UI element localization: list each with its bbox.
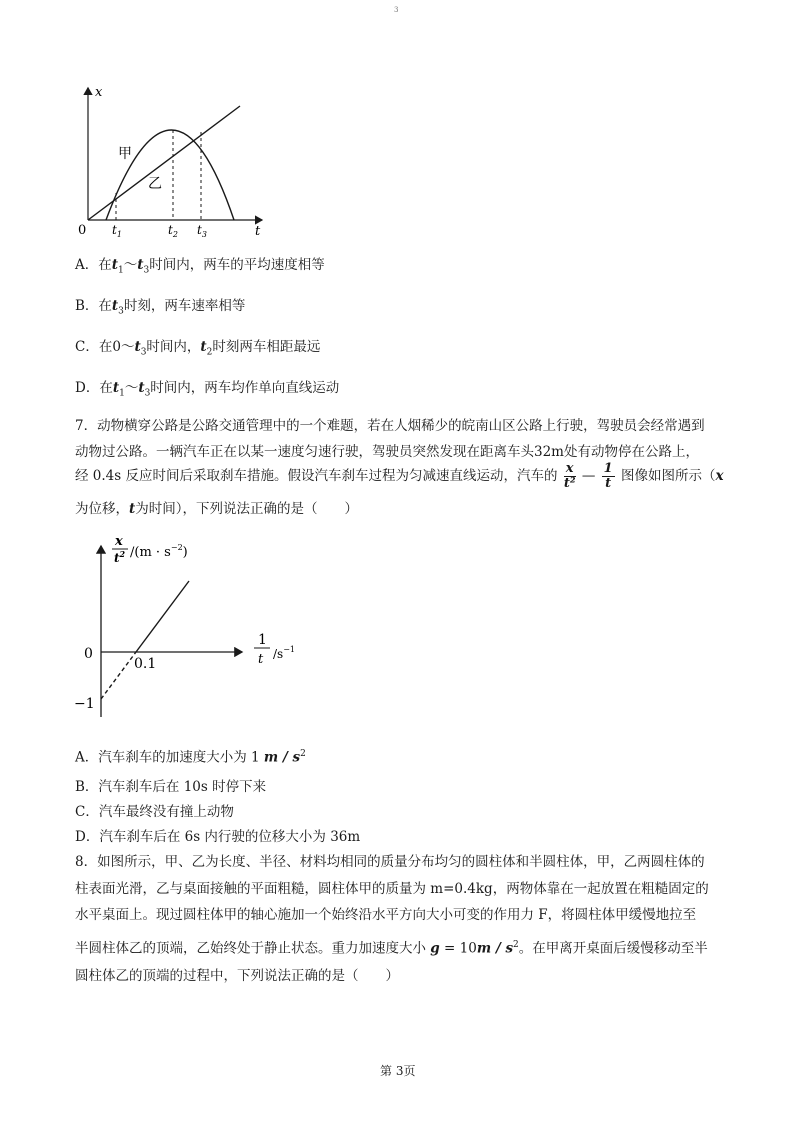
y-label-den: $t^2$	[114, 549, 126, 565]
dashed-extension	[101, 652, 136, 699]
tick-minus-1: −1	[74, 696, 95, 712]
x-axis-unit: $/s^{-1}$	[273, 645, 295, 661]
page-header-mark: 3	[394, 6, 399, 14]
q8-stem-line2: 柱表面光滑，乙与桌面接触的平面粗糙，圆柱体甲的质量为 m=0.4kg，两物体靠在一起放置在粗糙固定的	[75, 881, 709, 897]
origin-label: 0	[78, 223, 87, 238]
x-label-num: 1	[258, 632, 267, 648]
q8-stem-line4: 半圆柱体乙的顶端，乙始终处于静止状态。重力加速度大小 $g = 10m / s^2$。在甲离开桌面后缓慢移动至半	[75, 940, 708, 957]
fraction-1-over-t: $\frac{1}{t}$	[603, 461, 613, 491]
xt-graph-figure	[70, 80, 270, 240]
q7-stem-line2: 动物过公路。一辆汽车正在以某一速度匀速行驶，驾驶员突然发现在距离车头32m处有动物停在公路上，	[75, 444, 699, 460]
y-axis-label: x	[95, 85, 103, 100]
line-yi	[88, 106, 240, 220]
origin-label: 0	[84, 646, 93, 662]
x-over-t2-vs-1-over-t-graph	[70, 532, 310, 722]
q7-option-b: B．汽车刹车后在 10s 时停下来	[75, 779, 267, 795]
x-axis-label: t	[255, 224, 261, 239]
q8-stem-line3: 水平桌面上。现过圆柱体甲的轴心施加一个始终沿水平方向大小可变的作用力 F，将圆柱体甲缓慢地拉至	[75, 907, 697, 923]
solid-line	[136, 581, 189, 652]
label-yi: 乙	[148, 176, 162, 192]
x-label-den: t	[258, 652, 264, 667]
tick-t2: $t_2$	[168, 223, 178, 239]
q8-stem-line1: 8．如图所示，甲、乙为长度、半径、材料均相同的质量分布均匀的圆柱体和半圆柱体，甲，乙两圆柱体的	[75, 854, 705, 870]
q7-stem-line3: 经 0.4s 反应时间后采取刹车措施。假设汽车刹车过程为匀减速直线运动，汽车的 $\frac{x}{\text{t²}}$ — $\frac{1}{t}$ 图像如图所示（x	[75, 461, 724, 491]
q6-option-a: A．在$t_1\sim t_3$时间内，两车的平均速度相等	[75, 257, 325, 276]
q7-option-d: D．汽车刹车后在 6s 内行驶的位移大小为 36m	[75, 829, 361, 845]
curve-jia	[106, 130, 234, 220]
y-label-num: x	[115, 534, 123, 549]
tick-0-1: 0.1	[134, 656, 157, 672]
q7-option-c: C．汽车最终没有撞上动物	[75, 804, 234, 820]
q6-option-b: B．在$t_3$时刻，两车速率相等	[75, 298, 246, 317]
q7-stem-line4: 为位移，t为时间），下列说法正确的是（ ）	[75, 501, 358, 517]
page-footer: 第 3页	[380, 1064, 416, 1078]
q7-option-a: A．汽车刹车的加速度大小为 1 m / $s^2$	[75, 749, 306, 766]
fraction-x-over-t2: $\frac{x}{\text{t²}}$	[563, 461, 576, 491]
tick-t1: $t_1$	[112, 223, 122, 239]
label-jia: 甲	[118, 146, 132, 162]
q8-stem-line5: 圆柱体乙的顶端的过程中，下列说法正确的是（ ）	[75, 968, 399, 984]
y-axis-unit: $/(m \cdot s^{-2})$	[130, 543, 188, 560]
q6-option-d: D．在$t_1\sim t_3$时间内，两车均作单向直线运动	[75, 380, 340, 399]
q6-option-c: C．在$0\sim t_3$时间内，$t_2$时刻两车相距最远	[75, 339, 321, 358]
q7-stem-line1: 7．动物横穿公路是公路交通管理中的一个难题，若在人烟稀少的皖南山区公路上行驶，驾驶员会经常遇到	[75, 418, 705, 434]
tick-t3: $t_3$	[197, 223, 207, 239]
